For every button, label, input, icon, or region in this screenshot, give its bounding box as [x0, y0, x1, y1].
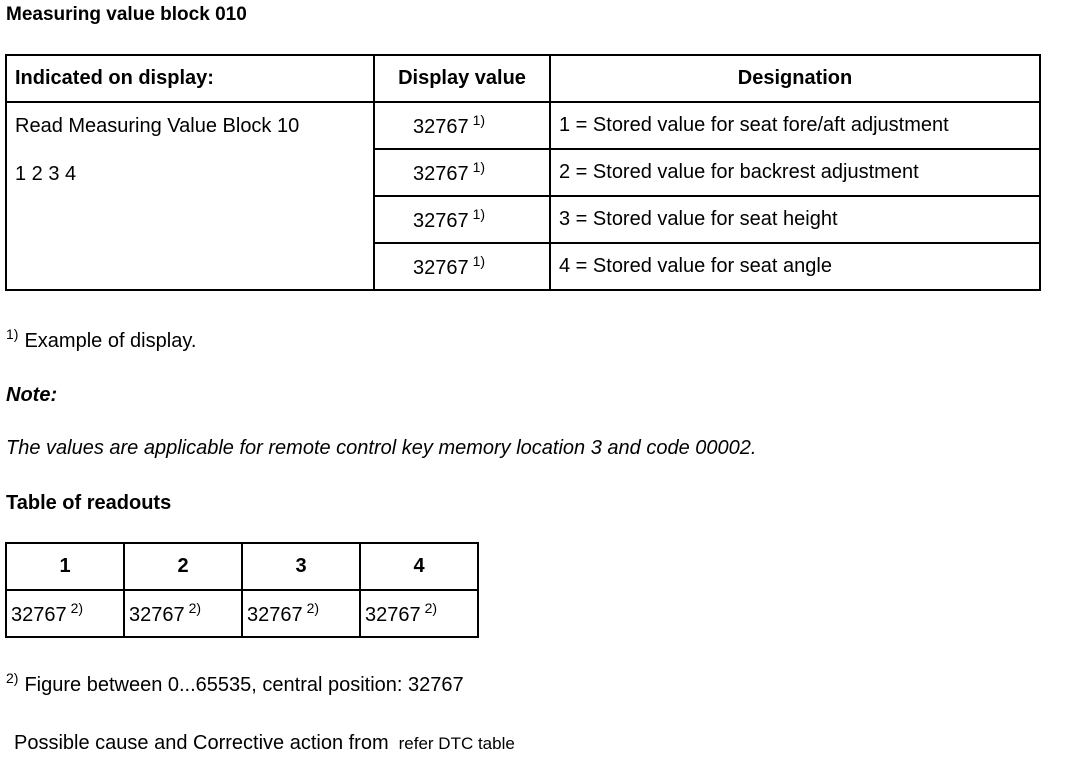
table-header-row [6, 55, 1040, 102]
display-value: 32767 [413, 210, 469, 232]
header-display-value: Display value [374, 55, 550, 102]
footnote-ref: 2) [306, 600, 320, 616]
footnote-2-text: Figure between 0...65535, central position: 32767 [24, 674, 464, 696]
designation-cell: 1 = Stored value for seat fore/aft adjustment [550, 102, 1040, 149]
indicated-cell [6, 102, 374, 290]
footnote-1-mark: 1) [6, 326, 19, 342]
footnote-ref: 1) [472, 253, 486, 269]
readout-cell [6, 590, 124, 637]
readout-row [6, 590, 478, 637]
note-text: The values are applicable for remote control key memory location 3 and code 00002. [6, 437, 757, 459]
header-designation: Designation [550, 55, 1040, 102]
footnote-ref: 1) [472, 112, 486, 128]
readout-header: 3 [242, 543, 360, 590]
header-indicated: Indicated on display: [6, 55, 374, 102]
footnote-ref: 2) [188, 600, 202, 616]
designation-cell: 3 = Stored value for seat height [550, 196, 1040, 243]
display-value: 32767 [413, 163, 469, 185]
note-heading: Note: [6, 384, 58, 406]
footnote-2-mark: 2) [6, 670, 19, 686]
display-value-cell [374, 196, 550, 243]
indicated-line-2: 1 2 3 4 [15, 163, 77, 185]
readout-cell [360, 590, 478, 637]
readout-table [5, 542, 479, 638]
readout-table-title: Table of readouts [6, 492, 172, 514]
page-title: Measuring value block 010 [6, 4, 247, 25]
designation-cell: 2 = Stored value for backrest adjustment [550, 149, 1040, 196]
indicated-line-1: Read Measuring Value Block 10 [15, 115, 300, 137]
measuring-value-table [5, 54, 1041, 291]
possible-cause [14, 732, 515, 755]
footnote-ref: 2) [70, 600, 84, 616]
dtc-table-reference: refer DTC table [398, 734, 515, 753]
possible-cause-text: Possible cause and Corrective action from [14, 732, 389, 754]
readout-cell [124, 590, 242, 637]
footnote-1 [6, 326, 196, 353]
readout-header-row [6, 543, 478, 590]
readout-value: 32767 [365, 604, 421, 626]
readout-value: 32767 [247, 604, 303, 626]
footnote-ref: 1) [472, 206, 486, 222]
readout-header: 4 [360, 543, 478, 590]
table-row [6, 102, 1040, 149]
readout-cell [242, 590, 360, 637]
footnote-ref: 1) [472, 159, 486, 175]
display-value-cell [374, 102, 550, 149]
readout-header: 2 [124, 543, 242, 590]
designation-cell: 4 = Stored value for seat angle [550, 243, 1040, 290]
display-value-cell [374, 149, 550, 196]
readout-value: 32767 [129, 604, 185, 626]
readout-value: 32767 [11, 604, 67, 626]
display-value-cell [374, 243, 550, 290]
readout-header: 1 [6, 543, 124, 590]
footnote-2 [6, 670, 464, 697]
footnote-ref: 2) [424, 600, 438, 616]
display-value: 32767 [413, 116, 469, 138]
footnote-1-text: Example of display. [24, 330, 197, 352]
display-value: 32767 [413, 257, 469, 279]
